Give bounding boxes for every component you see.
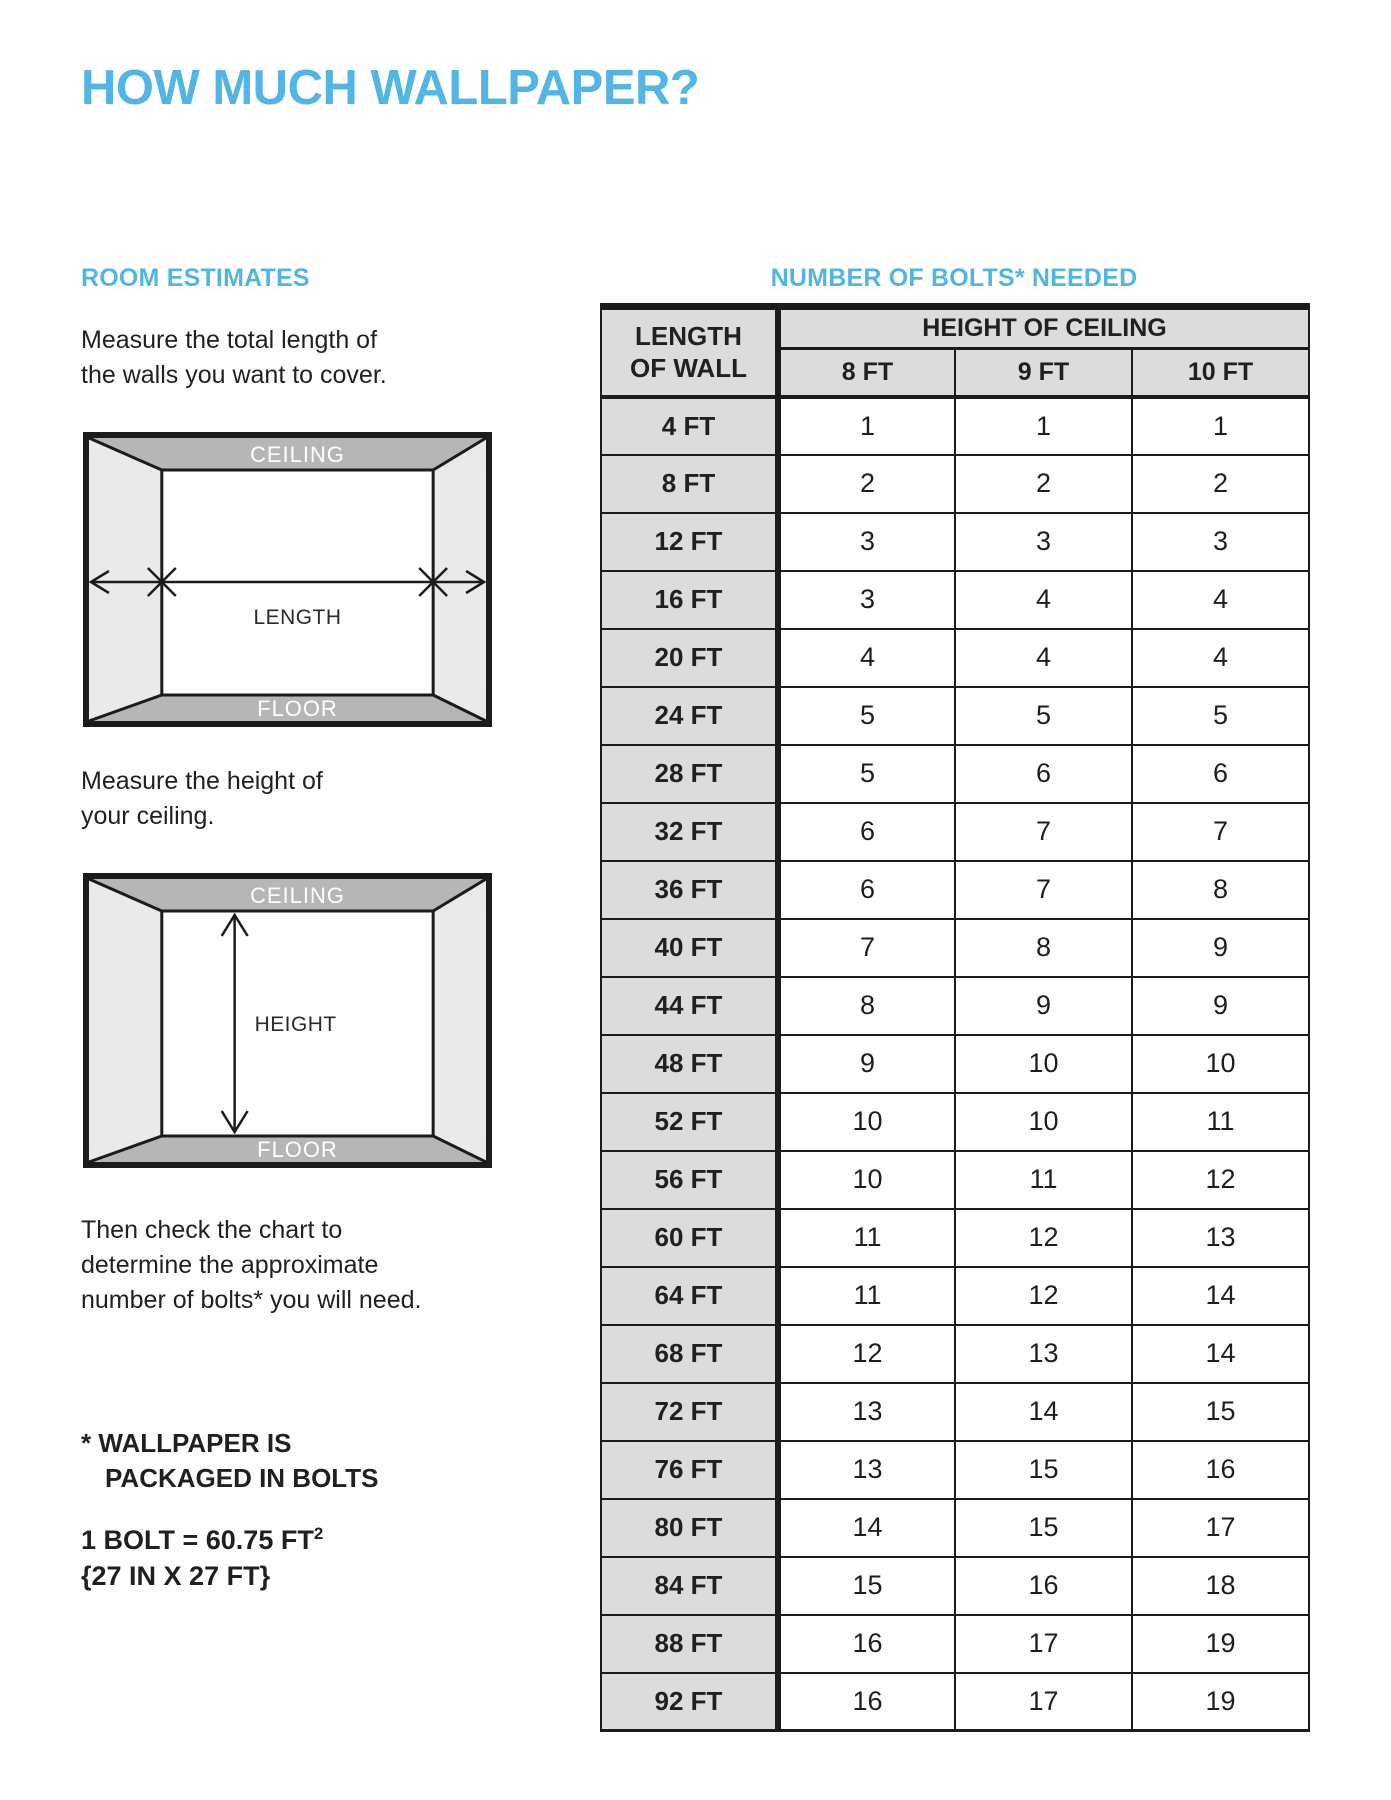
wall-length-label: 4 FT <box>601 397 778 455</box>
bolt-size-info <box>81 1522 323 1594</box>
table-row <box>601 397 1309 455</box>
bolt-count-cell: 10 <box>1132 1035 1309 1093</box>
bolt-count-cell: 14 <box>1132 1325 1309 1383</box>
table-header-row <box>601 307 1309 349</box>
table-row <box>601 1441 1309 1499</box>
bolt-count-cell: 4 <box>1132 629 1309 687</box>
table-row <box>601 1557 1309 1615</box>
floor-label: FLOOR <box>257 695 338 722</box>
wall-length-label: 32 FT <box>601 803 778 861</box>
bolt-count-cell: 3 <box>778 571 955 629</box>
column-header-10ft: 10 FT <box>1132 349 1309 397</box>
wall-length-label: 12 FT <box>601 513 778 571</box>
bolt-count-cell: 14 <box>778 1499 955 1557</box>
bolt-count-cell: 10 <box>778 1151 955 1209</box>
instruction-measure-length <box>81 323 387 393</box>
bolt-count-cell: 17 <box>955 1673 1132 1731</box>
bolt-equation-text: 1 BOLT = 60.75 FT <box>81 1525 314 1555</box>
bolt-count-cell: 3 <box>778 513 955 571</box>
wall-length-label: 16 FT <box>601 571 778 629</box>
table-row <box>601 803 1309 861</box>
bolts-needed-heading: NUMBER OF BOLTS* NEEDED <box>770 264 1138 292</box>
table-row <box>601 571 1309 629</box>
instruction-line: the walls you want to cover. <box>81 361 387 389</box>
bolt-count-cell: 2 <box>778 455 955 513</box>
bolt-count-cell: 7 <box>955 861 1132 919</box>
bolt-count-cell: 10 <box>778 1093 955 1151</box>
bolt-count-cell: 16 <box>955 1557 1132 1615</box>
bolt-count-cell: 3 <box>1132 513 1309 571</box>
bolt-count-cell: 12 <box>778 1325 955 1383</box>
table-row <box>601 861 1309 919</box>
height-of-ceiling-header: HEIGHT OF CEILING <box>778 307 1309 349</box>
table-row <box>601 1615 1309 1673</box>
bolt-count-cell: 7 <box>1132 803 1309 861</box>
bolt-count-cell: 19 <box>1132 1615 1309 1673</box>
length-label: LENGTH <box>253 605 342 630</box>
length-of-wall-header-line: LENGTH <box>635 321 742 352</box>
wall-length-label: 68 FT <box>601 1325 778 1383</box>
bolt-count-cell: 5 <box>1132 687 1309 745</box>
bolt-count-cell: 14 <box>955 1383 1132 1441</box>
bolt-count-cell: 6 <box>955 745 1132 803</box>
wall-length-label: 24 FT <box>601 687 778 745</box>
wall-length-label: 56 FT <box>601 1151 778 1209</box>
bolt-count-cell: 9 <box>1132 977 1309 1035</box>
bolt-count-cell: 4 <box>778 629 955 687</box>
bolt-count-cell: 4 <box>955 571 1132 629</box>
bolt-count-cell: 12 <box>955 1267 1132 1325</box>
bolt-count-cell: 17 <box>1132 1499 1309 1557</box>
wall-length-label: 80 FT <box>601 1499 778 1557</box>
bolts-table-container <box>600 303 1309 1732</box>
bolt-count-cell: 7 <box>778 919 955 977</box>
bolt-count-cell: 5 <box>778 687 955 745</box>
wall-length-label: 76 FT <box>601 1441 778 1499</box>
bolt-count-cell: 6 <box>778 861 955 919</box>
table-row <box>601 1325 1309 1383</box>
wall-length-label: 84 FT <box>601 1557 778 1615</box>
bolt-count-cell: 3 <box>955 513 1132 571</box>
right-wall <box>433 879 486 1162</box>
wallpaper-bolts-footnote <box>81 1426 378 1496</box>
bolt-count-cell: 15 <box>1132 1383 1309 1441</box>
table-row <box>601 745 1309 803</box>
bolt-count-cell: 14 <box>1132 1267 1309 1325</box>
bolt-count-cell: 6 <box>1132 745 1309 803</box>
wall-length-label: 44 FT <box>601 977 778 1035</box>
table-row <box>601 1093 1309 1151</box>
wall-length-label: 36 FT <box>601 861 778 919</box>
bolts-table <box>600 303 1310 1732</box>
wall-length-label: 64 FT <box>601 1267 778 1325</box>
table-row <box>601 919 1309 977</box>
bolt-count-cell: 1 <box>778 397 955 455</box>
bolt-count-cell: 13 <box>778 1441 955 1499</box>
bolt-count-cell: 11 <box>778 1209 955 1267</box>
bolt-count-cell: 16 <box>1132 1441 1309 1499</box>
height-label: HEIGHT <box>254 1012 337 1037</box>
bolt-count-cell: 12 <box>955 1209 1132 1267</box>
instruction-line: your ceiling. <box>81 802 215 830</box>
ceiling-label: CEILING <box>250 441 345 468</box>
bolt-count-cell: 17 <box>955 1615 1132 1673</box>
bolt-count-cell: 15 <box>955 1499 1132 1557</box>
instruction-line: Then check the chart to <box>81 1216 343 1244</box>
footnote-line: * WALLPAPER IS <box>81 1428 292 1458</box>
wall-length-label: 60 FT <box>601 1209 778 1267</box>
bolt-count-cell: 5 <box>778 745 955 803</box>
bolt-count-cell: 10 <box>955 1035 1132 1093</box>
bolt-count-cell: 9 <box>778 1035 955 1093</box>
ceiling-label: CEILING <box>250 882 345 909</box>
length-of-wall-header-line: OF WALL <box>630 353 747 384</box>
bolt-count-cell: 4 <box>1132 571 1309 629</box>
bolt-count-cell: 9 <box>1132 919 1309 977</box>
table-row <box>601 1499 1309 1557</box>
table-row <box>601 513 1309 571</box>
wall-length-label: 48 FT <box>601 1035 778 1093</box>
room-length-diagram <box>83 432 492 727</box>
wall-length-label: 72 FT <box>601 1383 778 1441</box>
bolt-count-cell: 1 <box>955 397 1132 455</box>
bolt-count-cell: 18 <box>1132 1557 1309 1615</box>
bolt-count-cell: 19 <box>1132 1673 1309 1731</box>
instruction-line: Measure the total length of <box>81 326 378 354</box>
table-row <box>601 1209 1309 1267</box>
bolt-count-cell: 1 <box>1132 397 1309 455</box>
room-height-diagram-svg <box>83 873 492 1168</box>
bolt-count-cell: 13 <box>955 1325 1132 1383</box>
table-row <box>601 1673 1309 1731</box>
wall-length-label: 92 FT <box>601 1673 778 1731</box>
instruction-line: Measure the height of <box>81 767 323 795</box>
instruction-measure-height <box>81 764 323 834</box>
room-estimates-heading: ROOM ESTIMATES <box>81 264 310 292</box>
instruction-line: determine the approximate <box>81 1251 379 1279</box>
bolt-count-cell: 4 <box>955 629 1132 687</box>
bolt-count-cell: 6 <box>778 803 955 861</box>
table-row <box>601 1035 1309 1093</box>
column-header-9ft: 9 FT <box>955 349 1132 397</box>
bolt-count-cell: 8 <box>778 977 955 1035</box>
left-wall <box>89 879 162 1162</box>
bolt-count-cell: 7 <box>955 803 1132 861</box>
floor-label: FLOOR <box>257 1136 338 1163</box>
bolt-count-cell: 8 <box>955 919 1132 977</box>
bolt-count-cell: 11 <box>778 1267 955 1325</box>
left-wall <box>89 438 162 721</box>
wall-length-label: 52 FT <box>601 1093 778 1151</box>
instruction-line: number of bolts* you will need. <box>81 1286 422 1314</box>
column-header-8ft: 8 FT <box>778 349 955 397</box>
wall-length-label: 8 FT <box>601 455 778 513</box>
page-title: HOW MUCH WALLPAPER? <box>81 61 700 115</box>
bolt-count-cell: 16 <box>778 1615 955 1673</box>
bolt-count-cell: 2 <box>1132 455 1309 513</box>
bolt-equation <box>81 1522 323 1558</box>
bolt-count-cell: 9 <box>955 977 1132 1035</box>
bolt-count-cell: 11 <box>1132 1093 1309 1151</box>
table-row <box>601 977 1309 1035</box>
room-height-diagram <box>83 873 492 1168</box>
bolt-count-cell: 10 <box>955 1093 1132 1151</box>
bolt-count-cell: 11 <box>955 1151 1132 1209</box>
table-row <box>601 1383 1309 1441</box>
table-row <box>601 1151 1309 1209</box>
footnote-line: PACKAGED IN BOLTS <box>105 1463 379 1493</box>
instruction-check-chart <box>81 1213 421 1318</box>
wall-length-label: 28 FT <box>601 745 778 803</box>
bolt-count-cell: 12 <box>1132 1151 1309 1209</box>
bolt-count-cell: 15 <box>955 1441 1132 1499</box>
table-row <box>601 629 1309 687</box>
bolt-count-cell: 13 <box>1132 1209 1309 1267</box>
bolt-equation-superscript: 2 <box>313 1524 324 1543</box>
table-row <box>601 455 1309 513</box>
bolt-count-cell: 16 <box>778 1673 955 1731</box>
bolt-count-cell: 13 <box>778 1383 955 1441</box>
wall-length-label: 40 FT <box>601 919 778 977</box>
length-of-wall-header <box>601 307 778 397</box>
room-length-diagram-svg <box>83 432 492 727</box>
table-row <box>601 687 1309 745</box>
bolt-count-cell: 15 <box>778 1557 955 1615</box>
bolt-dimensions: {27 IN X 27 FT} <box>81 1561 271 1591</box>
wall-length-label: 88 FT <box>601 1615 778 1673</box>
bolt-count-cell: 8 <box>1132 861 1309 919</box>
bolt-count-cell: 2 <box>955 455 1132 513</box>
bolt-count-cell: 5 <box>955 687 1132 745</box>
wall-length-label: 20 FT <box>601 629 778 687</box>
table-row <box>601 1267 1309 1325</box>
